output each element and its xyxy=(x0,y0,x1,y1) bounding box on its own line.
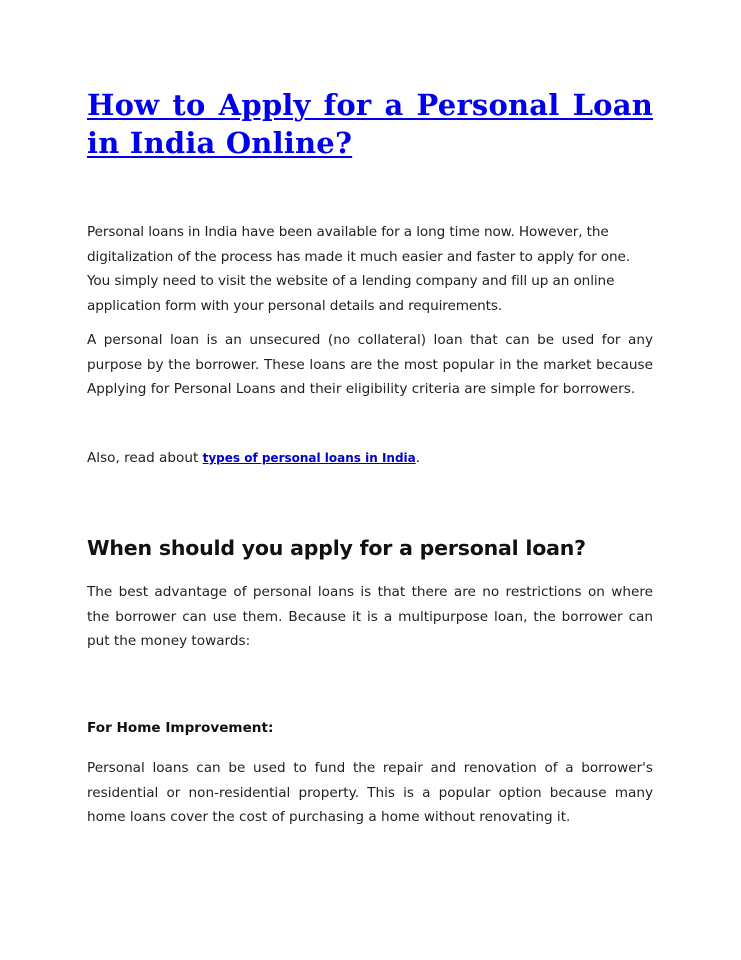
home-improvement-paragraph: Personal loans can be used to fund the repair and renovation of a borrower's residential or non-residential property. This is a popular option because many home loans cover the cost of purchasing a home without renovating it. xyxy=(87,760,653,826)
definition-paragraph: A personal loan is an unsecured (no collateral) loan that can be used for any purpose by the borrower. These loans are the most popular in the market because Applying for Personal Loans and their eligibility criteria are simple for borrowers. xyxy=(87,332,653,398)
subheading-home-improvement: For Home Improvement: xyxy=(87,720,274,736)
page-title-link[interactable]: How to Apply for a Personal Loan in India Online? xyxy=(87,88,653,160)
intro-paragraph: Personal loans in India have been available for a long time now. However, the digitalization of the process has made it much easier and faster to apply for one. You simply need to visit the website of a lending company and fill up an online application form with your personal details and requirements. xyxy=(87,224,631,314)
section-heading-when-to-apply: When should you apply for a personal loan? xyxy=(87,536,586,560)
also-read-prefix: Also, read about xyxy=(87,450,203,466)
advantage-paragraph: The best advantage of personal loans is that there are no restrictions on where the borrower can use them. Because it is a multipurpose loan, the borrower can put the money towards: xyxy=(87,584,653,650)
types-of-loans-link[interactable]: types of personal loans in India xyxy=(202,451,416,465)
also-read-suffix: . xyxy=(415,450,421,466)
also-read-paragraph xyxy=(87,446,653,471)
